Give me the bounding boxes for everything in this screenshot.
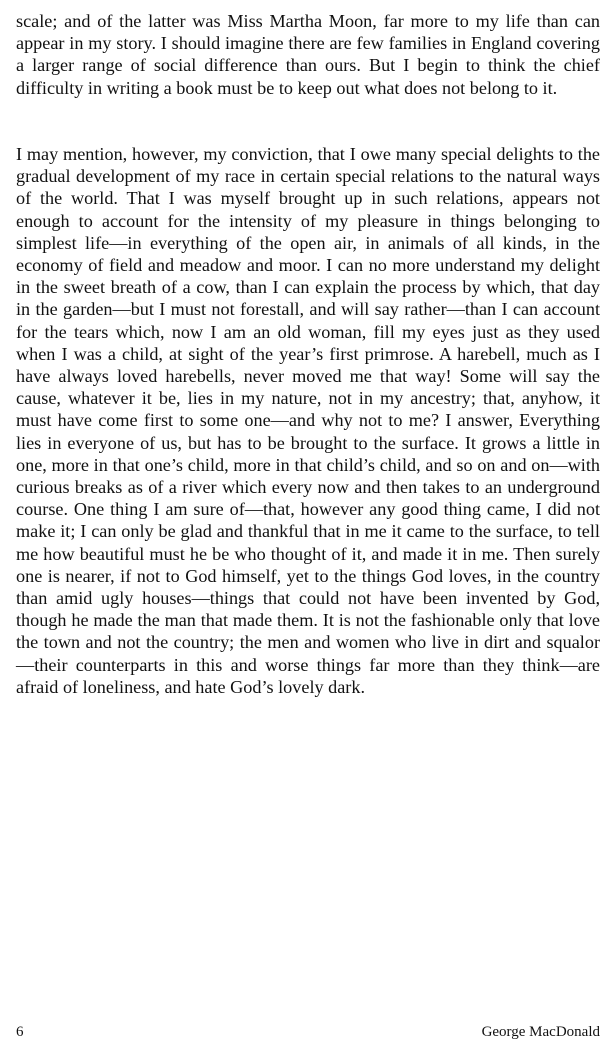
- paragraph-1: scale; and of the latter was Miss Martha Moon, far more to my life than can appear in my story. I should imagine there are few families in England covering a larger range of social difference than ours. But I begin to think the chief difficulty in writing a book must be to keep out what does not belong to it.: [16, 11, 600, 98]
- page-footer: [16, 1024, 600, 1046]
- page-number: 6: [16, 1024, 24, 1040]
- running-footer-author: George MacDonald: [481, 1024, 600, 1040]
- paragraph-2: I may mention, however, my conviction, that I owe many special delights to the gradual development of my race in certain special relations to the natural ways of the world. That I was myself brought up in such relations, appears not enough to account for the intensity of my pleasure in things belonging to simplest life—in everything of the open air, in animals of all kinds, in the economy of field and meadow and moor. I can no more understand my delight in the sweet breath of a cow, than I can explain the process by which, that day in the garden—but I must not forestall, and will say rather—than I can account for the tears which, now I am an old woman, fill my eyes just as they used when I was a child, at sight of the year’s first primrose. A harebell, much as I have always loved harebells, never moved me that way! Some will say the cause, whatever it be, lies in my nature, not in my ancestry; that, anyhow, it must have come first to some one—and why not to me? I answer, Everything lies in everyone of us, but has to be brought to the surface. It grows a little in one, more in that one’s child, more in that child’s child, and so on and on—with curious breaks as of a river which every now and then takes to an underground course. One thing I am sure of—that, however any good thing came, I did not make it; I can only be glad and thankful that in me it came to the surface, to tell me how beautiful must he be who thought of it, and made it in me. Then surely one is nearer, if not to God himself, yet to the things God loves, in the country than amid ugly houses—things that could not have been invented by God, though he made the man that made them. It is not the fashionable only that love the town and not the country; the men and women who live in dirt and squalor—their counterparts in this and worse things far more than they think—are afraid of loneliness, and hate God’s lovely dark.: [16, 144, 600, 697]
